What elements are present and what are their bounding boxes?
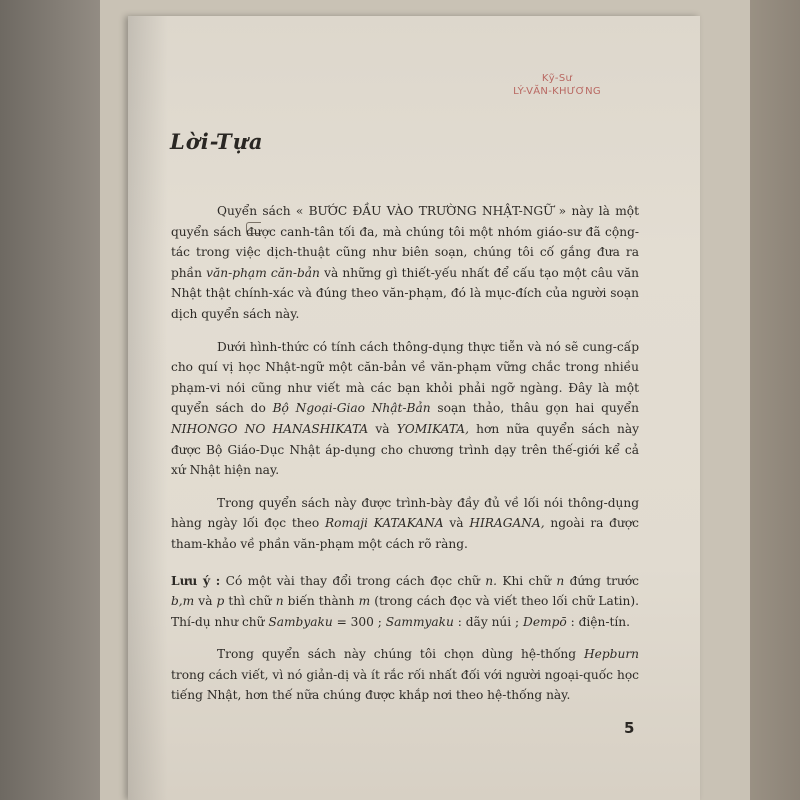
owner-stamp xyxy=(492,72,622,98)
note-label: Lưu ý : xyxy=(171,573,221,588)
text-run: ngoài ra được tham-khảo về phần văn-phạm một cách rõ ràng. xyxy=(171,516,639,551)
note-paragraph xyxy=(171,571,639,633)
text-run: này là một quyển sách được canh-tân tối đa, mà chúng tôi một nhóm giáo-sư đã cộng-tác trong việc dịch-thuật cũng như biên soạn, chúng tôi cố gắng đưa ra phần xyxy=(171,204,639,280)
text-run: trong cách viết, vì nó giản-dị và ít rắc rối nhất đối với người ngoại-quốc học tiếng Nhật, hơn thế nữa chúng được khắp nơi theo hệ-thống này. xyxy=(171,667,639,703)
text-run: (trong cách đọc và viết theo lối chữ Latin). Thí-dụ như chữ xyxy=(171,594,639,629)
italic-term: n. xyxy=(485,573,497,588)
text-run: hơn nữa quyển sách này được Bộ Giáo-Dục Nhật áp-dụng cho chương trình dạy trên thế-giới kể cả xứ Nhật hiện nay. xyxy=(171,421,639,478)
italic-term: b,m xyxy=(171,594,195,609)
preface-body xyxy=(171,201,639,718)
stamp-line-1: Kỹ-Sư xyxy=(541,73,573,84)
italic-term: m xyxy=(358,594,371,609)
paragraph-1 xyxy=(171,201,639,325)
text-run: đứng trước xyxy=(564,573,639,588)
text-run: : điện-tín. xyxy=(566,614,630,629)
page-number: 5 xyxy=(624,719,635,737)
book-title: « BƯỚC ĐẦU VÀO TRƯỜNG NHẬT-NGỮ » xyxy=(295,204,567,218)
text-run: Khi chữ xyxy=(497,573,557,588)
paragraph-5 xyxy=(171,644,639,706)
italic-term: Bộ Ngoại-Giao Nhật-Bản xyxy=(272,401,431,416)
italic-term: Sambyaku xyxy=(268,614,333,629)
text-run: và những gì thiết-yếu nhất để cấu tạo một câu văn Nhật thật chính-xác và đúng theo văn-phạm, đó là mục-đích của người soạn dịch quyển sách này. xyxy=(171,265,639,321)
text-run: Quyển sách xyxy=(217,204,296,218)
book-page xyxy=(128,16,700,800)
italic-term: văn-phạm căn-bản xyxy=(206,265,320,280)
italic-term: Hepburn xyxy=(584,647,639,662)
stamp-line-2: LÝ-VĂN-KHƯƠNG xyxy=(513,86,601,97)
italic-term: HIRAGANA, xyxy=(469,516,545,531)
text-run: và xyxy=(443,516,470,531)
text-run: Trong quyển sách này chúng tôi chọn dùng hệ-thống xyxy=(217,647,585,662)
italic-term: n xyxy=(275,594,284,609)
text-run: Trong quyển sách này được trình-bày đầy đủ về lối nói thông-dụng hàng ngày lối đọc theo xyxy=(171,495,639,531)
text-run: thì chữ xyxy=(224,594,276,609)
italic-term: Romaji KATAKANA xyxy=(324,516,444,531)
italic-term: Sammyaku xyxy=(385,614,454,629)
italic-term: p xyxy=(216,594,225,609)
italic-term: NIHONGO NO HANASHIKATA xyxy=(171,421,369,436)
text-run: Dưới hình-thức có tính cách thông-dụng thực tiễn và nó sẽ cung-cấp cho quí vị học Nhật-ngữ một căn-bản về văn-phạm vững chắc trong nhiều phạm-vi nói cũng như viết mà các bạn khỏi phải ngỡ ngàng. Đây là một quyển sách do xyxy=(171,339,639,416)
text-run: soạn thảo, thâu gọn hai quyển xyxy=(430,401,639,416)
page-title: Lời-Tựa xyxy=(170,129,264,154)
paragraph-3 xyxy=(171,493,639,555)
italic-term: YOMIKATA, xyxy=(396,421,469,436)
italic-term: n xyxy=(556,573,565,588)
text-run: và xyxy=(194,594,217,609)
text-run: = 300 ; xyxy=(332,614,386,629)
text-run: và xyxy=(368,421,397,436)
italic-term: Dempō xyxy=(523,614,567,629)
text-run: biến thành xyxy=(283,594,359,609)
text-run: Có một vài thay đổi trong cách đọc chữ xyxy=(220,573,486,588)
text-run: : dãy núi ; xyxy=(453,614,524,629)
paragraph-2 xyxy=(171,337,639,481)
